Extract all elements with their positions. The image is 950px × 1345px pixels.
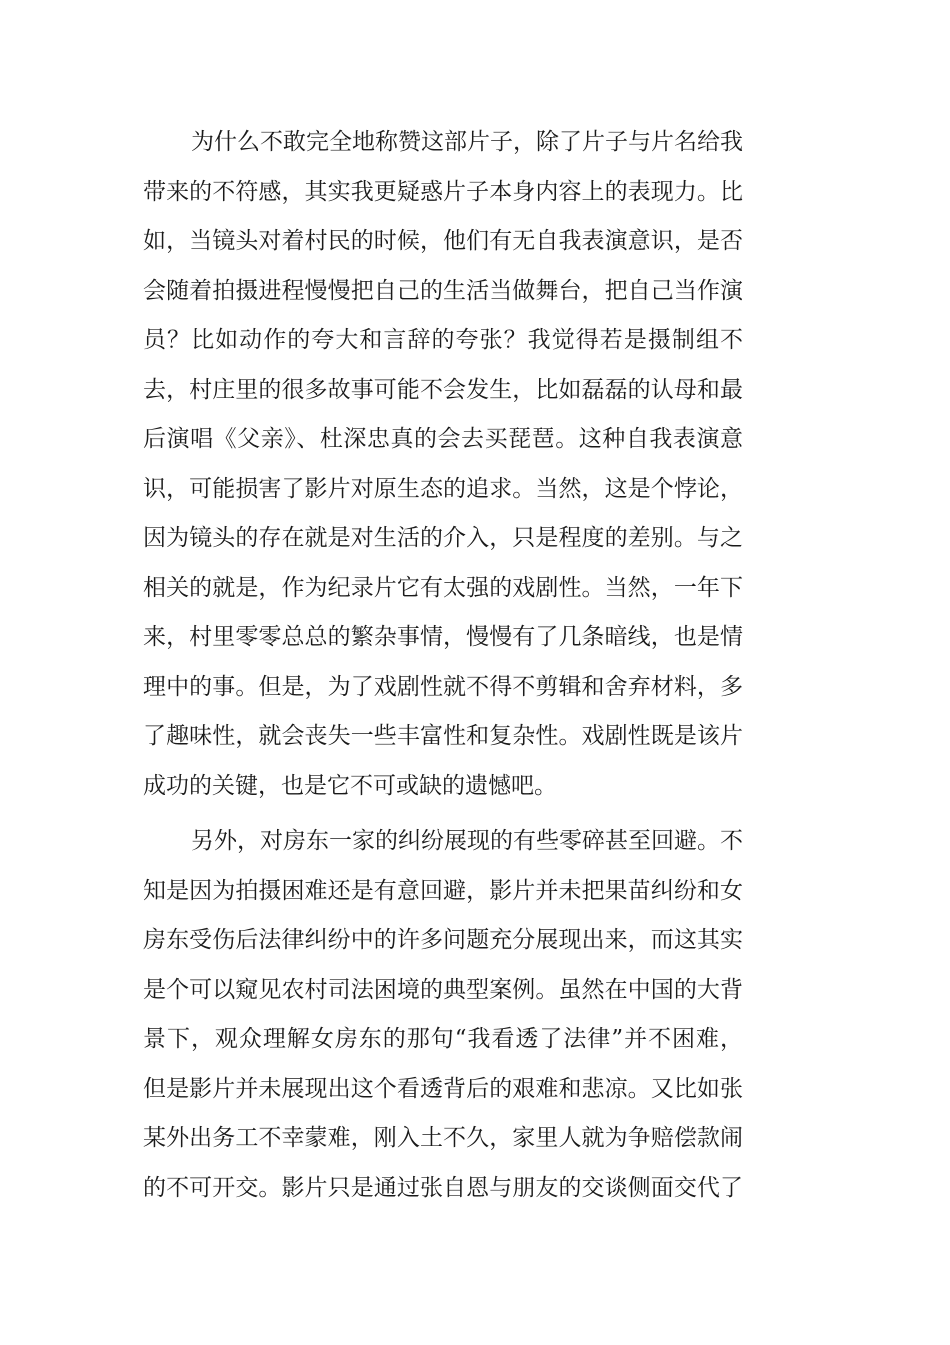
text-line: 去，村庄里的很多故事可能不会发生，比如磊磊的认母和最 [143, 376, 743, 403]
text-line: 景下，观众理解女房东的那句“我看透了法律”并不困难， [143, 1026, 743, 1052]
text-line: 另外，对房东一家的纠纷展现的有些零碎甚至回避。不 [191, 828, 743, 854]
text-line: 理中的事。但是，为了戏剧性就不得不剪辑和舍弃材料，多 [143, 673, 743, 700]
paragraph-1 [143, 118, 743, 811]
text-line: 是个可以窥见农村司法困境的典型案例。虽然在中国的大背 [143, 976, 743, 1003]
text-line: 但是影片并未展现出这个看透背后的艰难和悲凉。又比如张 [143, 1075, 743, 1102]
text-line: 了趣味性，就会丧失一些丰富性和复杂性。戏剧性既是该片 [143, 723, 743, 749]
text-line: 为什么不敢完全地称赞这部片子，除了片子与片名给我 [191, 129, 743, 155]
paragraph-2 [143, 817, 743, 1213]
text-line: 带来的不符感，其实我更疑惑片子本身内容上的表现力。比 [143, 178, 743, 205]
text-line: 成功的关键，也是它不可或缺的遗憾吧。 [143, 772, 557, 799]
text-line: 知是因为拍摄困难还是有意回避，影片并未把果苗纠纷和女 [143, 877, 743, 904]
text-line: 如，当镜头对着村民的时候，他们有无自我表演意识，是否 [143, 228, 743, 254]
text-line: 员？比如动作的夸大和言辞的夸张？我觉得若是摄制组不 [143, 327, 743, 353]
text-line: 的不可开交。影片只是通过张自恩与朋友的交谈侧面交代了 [143, 1174, 743, 1201]
text-line: 房东受伤后法律纠纷中的许多问题充分展现出来，而这其实 [143, 927, 743, 953]
text-line: 来，村里零零总总的繁杂事情，慢慢有了几条暗线，也是情 [143, 624, 743, 650]
text-line: 某外出务工不幸蒙难，刚入土不久，家里人就为争赔偿款闹 [143, 1125, 743, 1151]
text-line: 识，可能损害了影片对原生态的追求。当然，这是个悖论， [143, 475, 743, 502]
text-line: 后演唱《父亲》、杜深忠真的会去买琵琶。这种自我表演意 [143, 426, 743, 452]
text-line: 相关的就是，作为纪录片它有太强的戏剧性。当然，一年下 [143, 574, 743, 601]
text-line: 会随着拍摄进程慢慢把自己的生活当做舞台，把自己当作演 [143, 277, 743, 304]
text-line: 因为镜头的存在就是对生活的介入，只是程度的差别。与之 [143, 525, 743, 551]
